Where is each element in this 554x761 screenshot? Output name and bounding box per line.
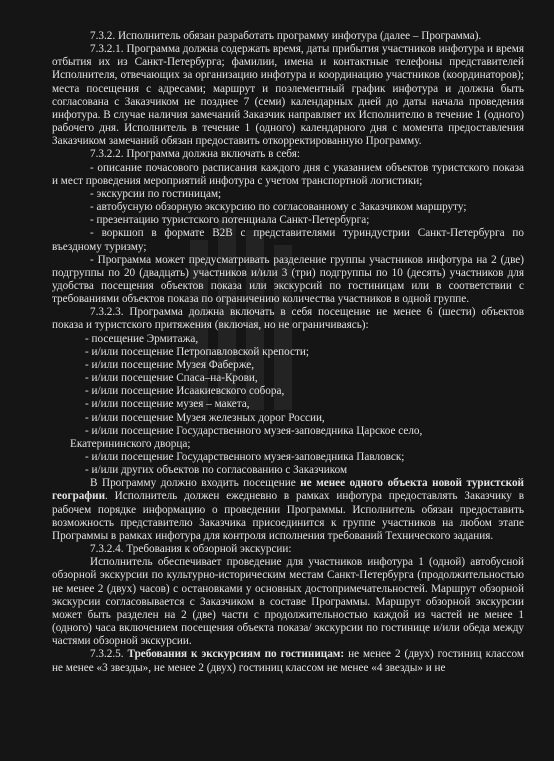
list-item: - Программа может предусматривать разделение группы участников инфотура на 2 (две) подгруппы по 20 (двадцать) участников и/или 3 (три) подгруппы по 10 (десять) участников для удобства посещения объектов показа или экскурсий по гостиницам или в соответствии с требованиями объектов показа по ограничению количества участников в одной группе. — [52, 253, 524, 306]
list-item: - презентацию туристского потенциала Санкт-Петербурга; — [90, 214, 370, 227]
list-item: - и/или посещение Музея Фаберже, — [85, 358, 255, 371]
list-item: - и/или посещение Музея железных дорог России, — [85, 411, 325, 424]
list-item: - автобусную обзорную экскурсию по согласованному с Заказчиком маршруту; — [90, 201, 467, 214]
bold-emphasis: Требования к экскурсиям по гостиницам: — [127, 648, 345, 661]
list-item-continuation: Екатерининского дворца; — [70, 437, 191, 450]
list-item: - и/или посещение Государственного музея-заповедника Царское село, — [85, 424, 423, 437]
sightseeing-tour-paragraph: Исполнитель обеспечивает проведение для участников инфотура 1 (одной) автобусной обзорной экскурсии по культурно-историческим местам Санкт-Петербурга (продолжительностью не менее 2 (двух) часов) с остановками у основных достопримечательностей. Маршрут обзорной экскурсии согласовывается с Заказчиком в составе Программы. Маршрут обзорной экскурсии может быть разделен на 2 (две) части с продолжительностью каждой из частей не менее 1 (одного) часа включением посещения объекта показа/ экскурсии по гостинице и/или обеда между частями обзорной экскурсии. — [52, 556, 524, 648]
list-item: - и/или посещение Петропавловской крепости; — [85, 345, 309, 358]
list-item: - воркшоп в формате B2B с представителями туриндустрии Санкт-Петербурга по въездному туризму; — [52, 227, 524, 253]
document-body — [52, 30, 524, 675]
list-item: - и/или посещение Государственного музея-заповедника Павловск; — [85, 451, 405, 463]
list-item: - посещение Эрмитажа, — [85, 332, 199, 345]
program-requirements-paragraph: В Программу должно входить посещение не менее одного объекта новой туристской географии. Исполнитель должен ежедневно в рамках инфотура предоставлять Заказчику в рабочем порядке информацию о проведении Программы. Исполнитель обязан предоставить возможность представителю Заказчика присоединится к группе участников на любом этапе Программы в рамках инфотура для контроля исполнения требований Технического задания. — [52, 477, 524, 542]
clause-7-3-2-5: 7.3.2.5. Требования к экскурсиям по гостиницам: не менее 2 (двух) гостиниц классом не менее «3 звезды», не менее 2 (двух) гостиниц классом не менее «4 звезды» и не — [52, 648, 525, 674]
bold-emphasis: не менее одного объекта новой туристской географии — [52, 477, 524, 503]
list-item: - описание почасового расписания каждого дня с указанием объектов туристского показа и мест проведения мероприятий инфотура с учетом транспортной логистики; — [52, 161, 524, 187]
list-item: - и/или посещение Исаакиевского собора, — [85, 385, 285, 398]
list-item: - и/или других объектов по согласованию с Заказчиком — [85, 464, 348, 477]
clause-7-3-2-3: 7.3.2.3. Программа должна включать в себя посещение не менее 6 (шести) объектов показа и туристского притяжения (включая, но не ограничиваясь): — [52, 306, 524, 332]
list-item: - и/или посещение Спаса–на-Крови, — [85, 372, 258, 385]
clause-7-3-2-2: 7.3.2.2. Программа должна включать в себя: — [90, 148, 300, 161]
clause-7-3-2-4: 7.3.2.4. Требования к обзорной экскурсии: — [90, 543, 292, 556]
list-item: - и/или посещение музея – макета, — [85, 398, 250, 411]
list-item: - экскурсии по гостиницам; — [90, 187, 222, 200]
clause-7-3-2: 7.3.2. Исполнитель обязан разработать программу инфотура (далее – Программа). — [90, 30, 482, 42]
clause-7-3-2-1: 7.3.2.1. Программа должна содержать время, даты прибытия участников инфотура и время отбытия их из Санкт-Петербурга; фамилии, имена и контактные телефоны представителей Исполнителя, отвечающих за организацию инфотура и координацию участников (координаторов); места посещения с адресами; маршрут и поэлементный график инфотура и должна быть согласована с Заказчиком не позднее 7 (семи) календарных дней до даты начала проведения инфотура. В случае наличия замечаний Заказчик направляет их Исполнителю в течение 1 (одного) рабочего дня. Исполнитель в течение 1 (одного) календарного дня с момента предоставления Заказчиком замечаний обязан предоставить откорректированную Программу. — [52, 43, 524, 148]
